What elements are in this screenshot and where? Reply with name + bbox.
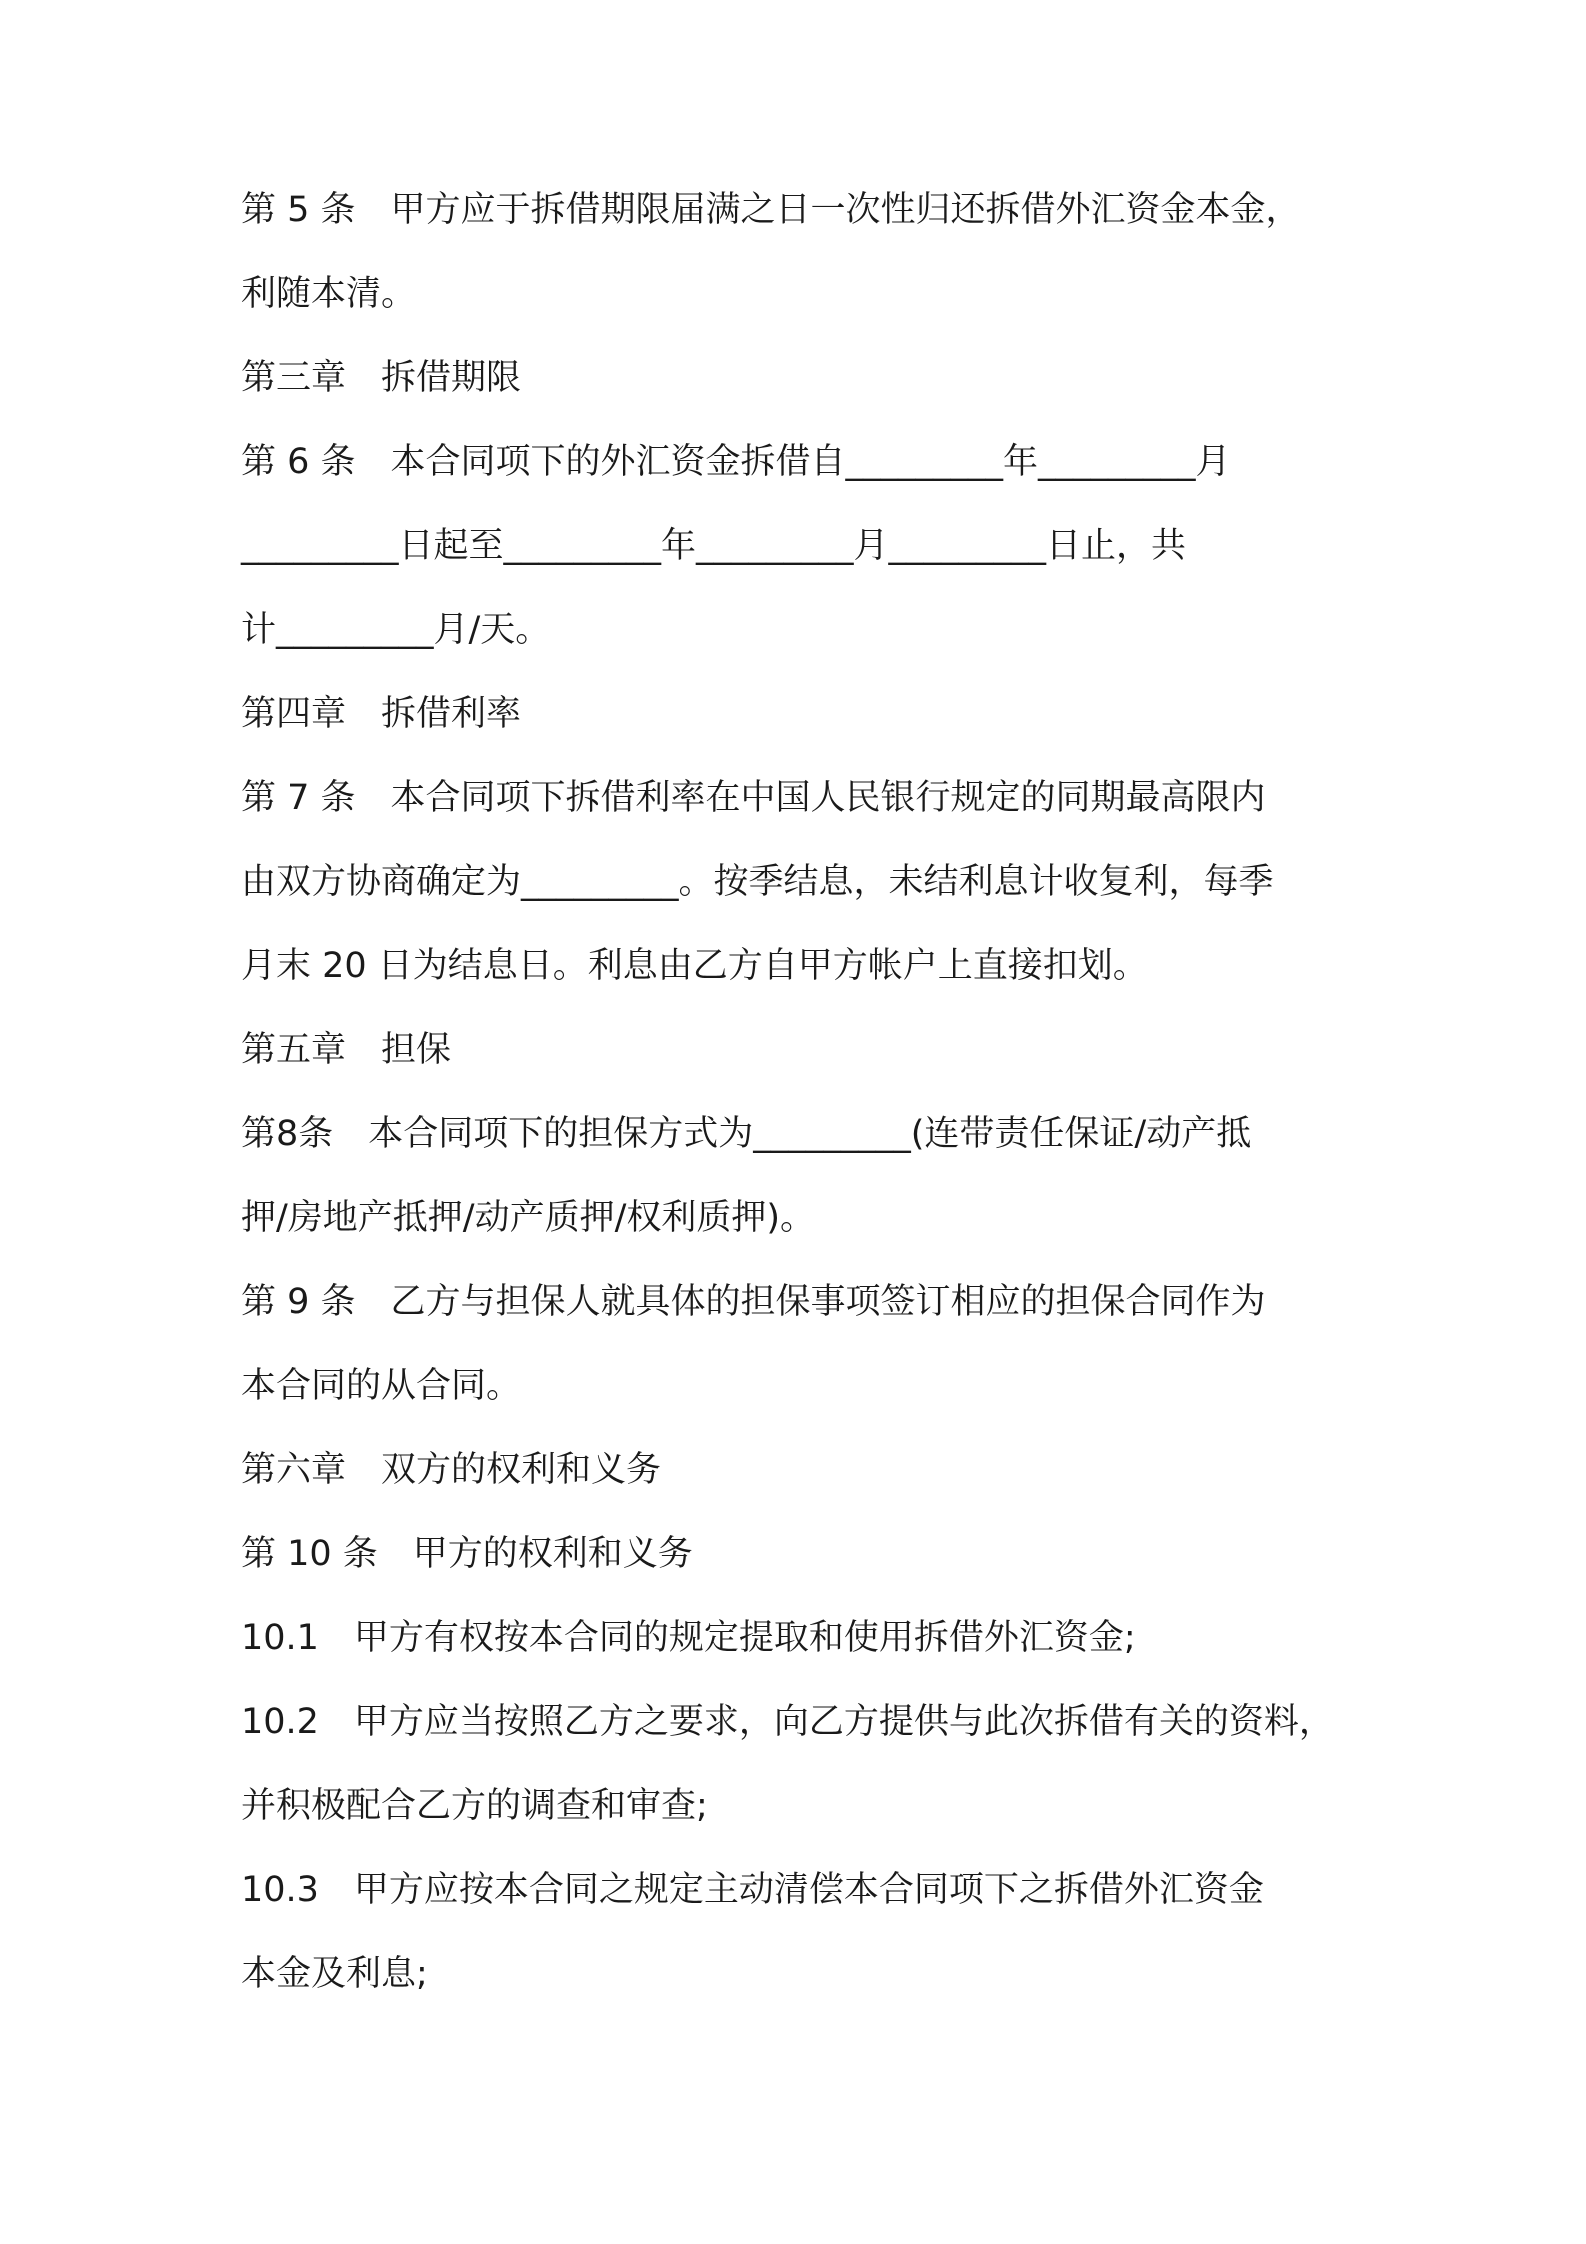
text-line [241, 1870, 1371, 1954]
text-line [241, 1282, 1371, 1366]
line-text: 第8条 本合同项下的担保方式为_________(连带责任保证/动产抵 [241, 1114, 1252, 1154]
text-line [241, 778, 1371, 862]
line-text: 由双方协商确定为_________。按季结息，未结利息计收复利，每季 [241, 862, 1274, 902]
line-text: _________日起至_________年_________月_________日止，共 [241, 526, 1187, 566]
text-line [241, 946, 1371, 1030]
chapter-heading [241, 1450, 1371, 1534]
chapter-heading [241, 358, 1371, 442]
text-line [241, 1366, 1371, 1450]
line-text: 10.3 甲方应按本合同之规定主动清偿本合同项下之拆借外汇资金 [241, 1870, 1264, 1910]
text-line [241, 1702, 1371, 1786]
line-text: 第三章 拆借期限 [241, 358, 522, 398]
text-line [241, 1618, 1371, 1702]
line-text: 第 10 条 甲方的权利和义务 [241, 1534, 693, 1574]
line-text: 月末 20 日为结息日。利息由乙方自甲方帐户上直接扣划。 [241, 946, 1148, 986]
text-line [241, 274, 1371, 358]
line-text: 10.1 甲方有权按本合同的规定提取和使用拆借外汇资金; [241, 1618, 1136, 1658]
text-line [241, 1786, 1371, 1870]
text-line [241, 1114, 1371, 1198]
text-line [241, 442, 1371, 526]
line-text: 第四章 拆借利率 [241, 694, 522, 734]
text-line [241, 1198, 1371, 1282]
text-line [241, 1954, 1371, 2038]
text-line [241, 526, 1371, 610]
line-text: 本金及利息; [241, 1954, 428, 1994]
text-line [241, 190, 1371, 274]
line-text: 第 9 条 乙方与担保人就具体的担保事项签订相应的担保合同作为 [241, 1282, 1266, 1322]
line-text: 第五章 担保 [241, 1030, 452, 1070]
text-line [241, 862, 1371, 946]
chapter-heading [241, 694, 1371, 778]
text-line [241, 1534, 1371, 1618]
line-text: 利随本清。 [241, 274, 417, 314]
line-text: 押/房地产抵押/动产质押/权利质押)。 [241, 1198, 816, 1238]
line-text: 第 5 条 甲方应于拆借期限届满之日一次性归还拆借外汇资金本金， [241, 190, 1301, 230]
line-text: 第 6 条 本合同项下的外汇资金拆借自_________年_________月 [241, 442, 1231, 482]
line-text: 并积极配合乙方的调查和审查; [241, 1786, 708, 1826]
line-text: 第六章 双方的权利和义务 [241, 1450, 662, 1490]
line-text: 计_________月/天。 [241, 610, 551, 650]
document-body [241, 190, 1371, 2038]
line-text: 本合同的从合同。 [241, 1366, 522, 1406]
text-line [241, 610, 1371, 694]
line-text: 10.2 甲方应当按照乙方之要求，向乙方提供与此次拆借有关的资料， [241, 1702, 1334, 1742]
line-text: 第 7 条 本合同项下拆借利率在中国人民银行规定的同期最高限内 [241, 778, 1266, 818]
chapter-heading [241, 1030, 1371, 1114]
